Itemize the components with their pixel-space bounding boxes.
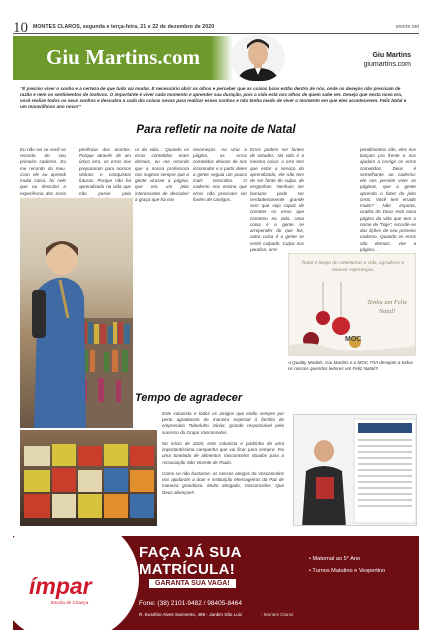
columnist-site[interactable]: giumartins.com bbox=[363, 61, 411, 68]
article2-paragraph: Este colunista e todos os amigos que estão sempre por perto agradecem de maneira especial à família do empresário Tuberluho Júnior, grande responsável pelo sucesso do Grupo Vasconcelos. bbox=[162, 411, 284, 435]
article-column-5: Erros podem ser fontes de virtudes. Na vida é a mesma coisa: o erro tem que estar a serviço do aprendizado, ele não tem de ser fonte de culpa, de vergonhas. Nenhum ser humano pode ser verdadeiramente grande sem que seja capaz de cometer os erros que cometeu na vida. Uma coisa é a gente se arrepender do que fez, outra coisa é a gente se sentir culpado. Culpa nos paralisa, arre- bbox=[250, 147, 304, 252]
article2-paragraph: No início de 2020, este colunista e padrinha de uma importantíssima campanha que vai ficar para sempre. Foi uma tonelada de alimentos Vasconcelos doados para a Associação São Vicente de Paulo. bbox=[162, 440, 284, 465]
moc-logo: MOC bbox=[345, 336, 362, 343]
ad-bullet-1: • Maternal ao 5° Ano bbox=[309, 556, 361, 562]
article-column-1: Eu não sei se você se recorda do seu primeiro caderno. Eu me recordo do meu. Com ele eu aprendi muita coisa, foi nele que eu descobri a experiência dos erros bbox=[20, 147, 66, 196]
boy-bookshelf-illustration bbox=[20, 198, 133, 428]
boy-bookshelf-photo bbox=[20, 198, 133, 428]
columnist-name: Giu Martins bbox=[372, 52, 411, 59]
article-title: Para refletir na noite de Natal bbox=[136, 124, 296, 136]
school-ad[interactable] bbox=[13, 536, 419, 630]
article2-title: Tempo de agradecer bbox=[135, 392, 243, 404]
article-column-6: pendimentos não, eles nos lançam pra frente e nos ajudam a corrigir os erros cometidos. Deus é semelhante ao caderno: ele nos permite viver as páginas, que a gente aprenda o fazer do jeito certo. Você tem errado muito? Não importa, ocaiba de Deus está nova página da vida que tem o nome de “hoje”, recorde-se das lições de seu primeiro caderno. Quando os erros são demais, vire a página… bbox=[360, 147, 416, 252]
article2-paragraph: Como se não bastasse, os nossos amigos da Vasconcelos nos ajudaram a doar e instituição Mensageiros da Paz de maneira grandiosa. Muito obrigado, Vasconcelos. Que Deus abençoe!! bbox=[162, 470, 284, 495]
ad-headline-2: MATRÍCULA! bbox=[139, 561, 236, 578]
school-logo-sub: Escola de Criança bbox=[51, 600, 89, 605]
banner-fade bbox=[211, 36, 233, 80]
column-banner bbox=[13, 36, 419, 80]
school-logo: ímpar bbox=[29, 573, 92, 599]
ad-city: - Montes Claros bbox=[261, 612, 294, 617]
site-link[interactable]: onorte.net bbox=[395, 24, 419, 30]
article2-body bbox=[162, 411, 284, 501]
article-column-3: ra da vida… Quando os erros cometidos eram demais, eu me recordo que a nossa professora nos sugeria sempre que a gente virasse a página, que era um jeito interessante de descobrir a graça que há nos bbox=[135, 147, 189, 202]
magazine-photo bbox=[293, 414, 417, 526]
card-wish: Tenha um Feliz Natal! bbox=[367, 299, 407, 316]
intro-quote: “É preciso viver o sonho e a certeza de que tudo vai mudar. É necessário abrir os olhos e perceber que as coisas boas estão dentro de nós, onde os desejos não precisam de razão e nem os sentimentos de motivos. O importante é viver cada momento e aprender sua duração, pois a vida está nos olhos de quem sabe ver. Desejo que nesta nova era, você realize todos os seus sonhos e descubra a cada dia coisas novas para realizar esses sonhos e não tenha medo de viver o momento em que eles acontecerem. Feliz Natal e um maravilhoso ano novo!” bbox=[20, 86, 407, 109]
article-column-2: periência dos acertos. Porque através de um único erro, os erros nos prepararam para nossos vitórias e conquistas futuras. Porque não há aprendizado na vida que não passe pela bbox=[79, 147, 131, 196]
ad-headline-1: FAÇA JÁ SUA bbox=[139, 544, 242, 561]
ad-bullet-2: • Turnos Matutino e Vespertino bbox=[309, 568, 386, 574]
ad-address: R. Eusébio Alves Sarmento, 488 - Jardim São Luiz bbox=[139, 612, 243, 617]
ad-phone[interactable]: Fone: (38) 2101-9482 / 98405-8464 bbox=[139, 600, 242, 607]
top-divider bbox=[13, 33, 419, 34]
ad-tagline: GARANTA SUA VAGA! bbox=[149, 579, 236, 588]
dateline: MONTES CLAROS, segunda e terça-feira, 21 e 22 de dezembro de 2020 bbox=[33, 24, 215, 30]
card-text: Natal é tempo de comemorar a vida, agradecer e renovar esperanças. bbox=[301, 260, 405, 273]
page-number: 10 bbox=[13, 20, 28, 36]
banner-green bbox=[13, 36, 211, 80]
card-caption: A Quality Models, Giu Martins e o MOC TIVI desejam a todos os nossos queridos leitores um Feliz Natal!!! bbox=[288, 360, 413, 372]
donation-photo bbox=[20, 430, 157, 526]
banner-title: Giu Martins.com bbox=[46, 45, 200, 69]
columnist-avatar bbox=[231, 35, 285, 81]
christmas-card bbox=[288, 253, 416, 356]
columnist-portrait bbox=[231, 35, 285, 81]
magazine-spread-illustration bbox=[294, 415, 417, 526]
food-bags-illustration bbox=[20, 430, 157, 526]
article-column-4: recomeços. Ao virar a página, os erros cometidos deixam de nos incomodar e a partir deles a gente seguia um pouco mais crescidos. O caderno nos ensina que erros não precisam ser fontes de castigos. bbox=[193, 147, 247, 202]
